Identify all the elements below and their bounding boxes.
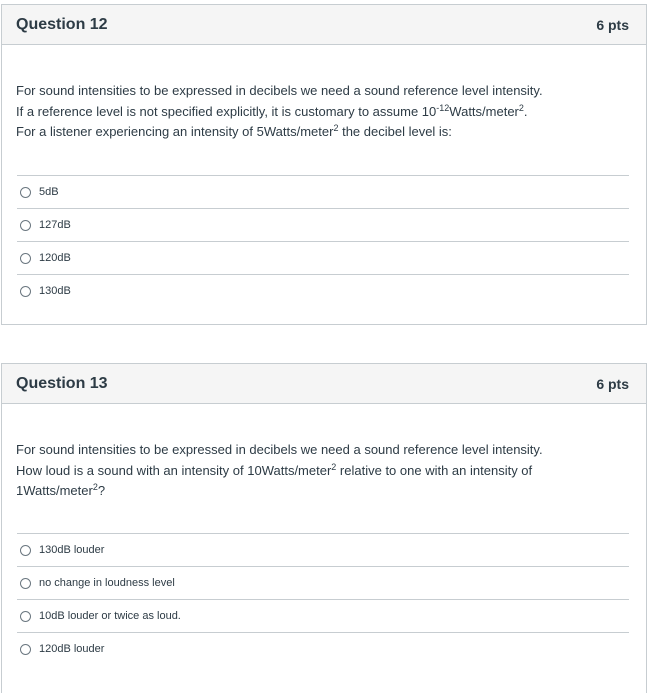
question-13-line-3 xyxy=(16,481,632,502)
question-12-line-3-a: For a listener experiencing an intensity of 5Watts/meter xyxy=(16,124,334,139)
question-12-line-3-b: the decibel level is: xyxy=(338,124,452,139)
radio-button[interactable] xyxy=(20,578,31,589)
question-12-card xyxy=(1,4,647,325)
question-13-line-1: For sound intensities to be expressed in decibels we need a sound reference level intensity. xyxy=(16,442,543,457)
answer-option[interactable] xyxy=(17,566,629,599)
question-13-line-2-b: relative to one with an intensity of xyxy=(336,462,533,478)
answer-label: 120dB louder xyxy=(39,643,105,655)
answer-option[interactable] xyxy=(17,274,629,307)
radio-button[interactable] xyxy=(20,220,31,231)
answer-label: 10dB louder or twice as loud. xyxy=(39,610,181,622)
question-13-title: Question 13 xyxy=(16,374,108,392)
question-13-card xyxy=(1,363,647,693)
question-12-line-1: For sound intensities to be expressed in decibels we need a sound reference level intensity. xyxy=(16,83,543,98)
question-13-line-2 xyxy=(16,461,632,482)
question-12-line-3 xyxy=(16,122,632,143)
answer-option[interactable] xyxy=(17,533,629,566)
question-12-line-2-a: If a reference level is not specified explicitly, it is customary to assume 10 xyxy=(16,103,437,119)
question-13-line-2-a: How loud is a sound with an intensity of 10Watts/meter xyxy=(16,462,332,478)
question-12-points: 6 pts xyxy=(596,16,629,33)
question-12-answers xyxy=(17,175,629,307)
question-12-line-2-c: . xyxy=(523,103,528,119)
answer-option[interactable] xyxy=(17,241,629,274)
radio-button[interactable] xyxy=(20,611,31,622)
radio-button[interactable] xyxy=(20,545,31,556)
answer-option[interactable] xyxy=(17,175,629,208)
question-12-line-2-b: Watts/meter xyxy=(449,103,519,119)
question-12-line-2-square: 2 xyxy=(518,102,524,113)
answer-option[interactable] xyxy=(17,632,629,665)
question-13-line-3-b: ? xyxy=(97,483,106,498)
answer-label: 120dB xyxy=(39,252,71,264)
radio-button[interactable] xyxy=(20,187,31,198)
question-13-text xyxy=(2,440,646,502)
question-13-line-3-a: 1Watts/meter xyxy=(16,483,93,498)
question-13-points: 6 pts xyxy=(596,375,629,392)
question-12-text xyxy=(2,81,646,143)
question-12-line-2 xyxy=(16,102,632,123)
answer-label: 127dB xyxy=(39,219,71,231)
question-12-title: Question 12 xyxy=(16,15,108,33)
radio-button[interactable] xyxy=(20,286,31,297)
radio-button[interactable] xyxy=(20,644,31,655)
answer-option[interactable] xyxy=(17,599,629,632)
radio-button[interactable] xyxy=(20,253,31,264)
question-12-header xyxy=(2,5,646,45)
question-13-line-2-square: 2 xyxy=(331,461,337,472)
question-12-line-3-square: 2 xyxy=(333,123,339,133)
answer-label: no change in loudness level xyxy=(39,577,175,589)
question-13-header xyxy=(2,364,646,404)
answer-option[interactable] xyxy=(17,208,629,241)
answer-label: 5dB xyxy=(39,186,59,198)
question-13-line-3-square: 2 xyxy=(92,482,98,492)
question-12-line-2-exponent: -12 xyxy=(436,102,450,113)
question-13-answers xyxy=(17,533,629,665)
answer-label: 130dB louder xyxy=(39,544,105,556)
answer-label: 130dB xyxy=(39,285,71,297)
